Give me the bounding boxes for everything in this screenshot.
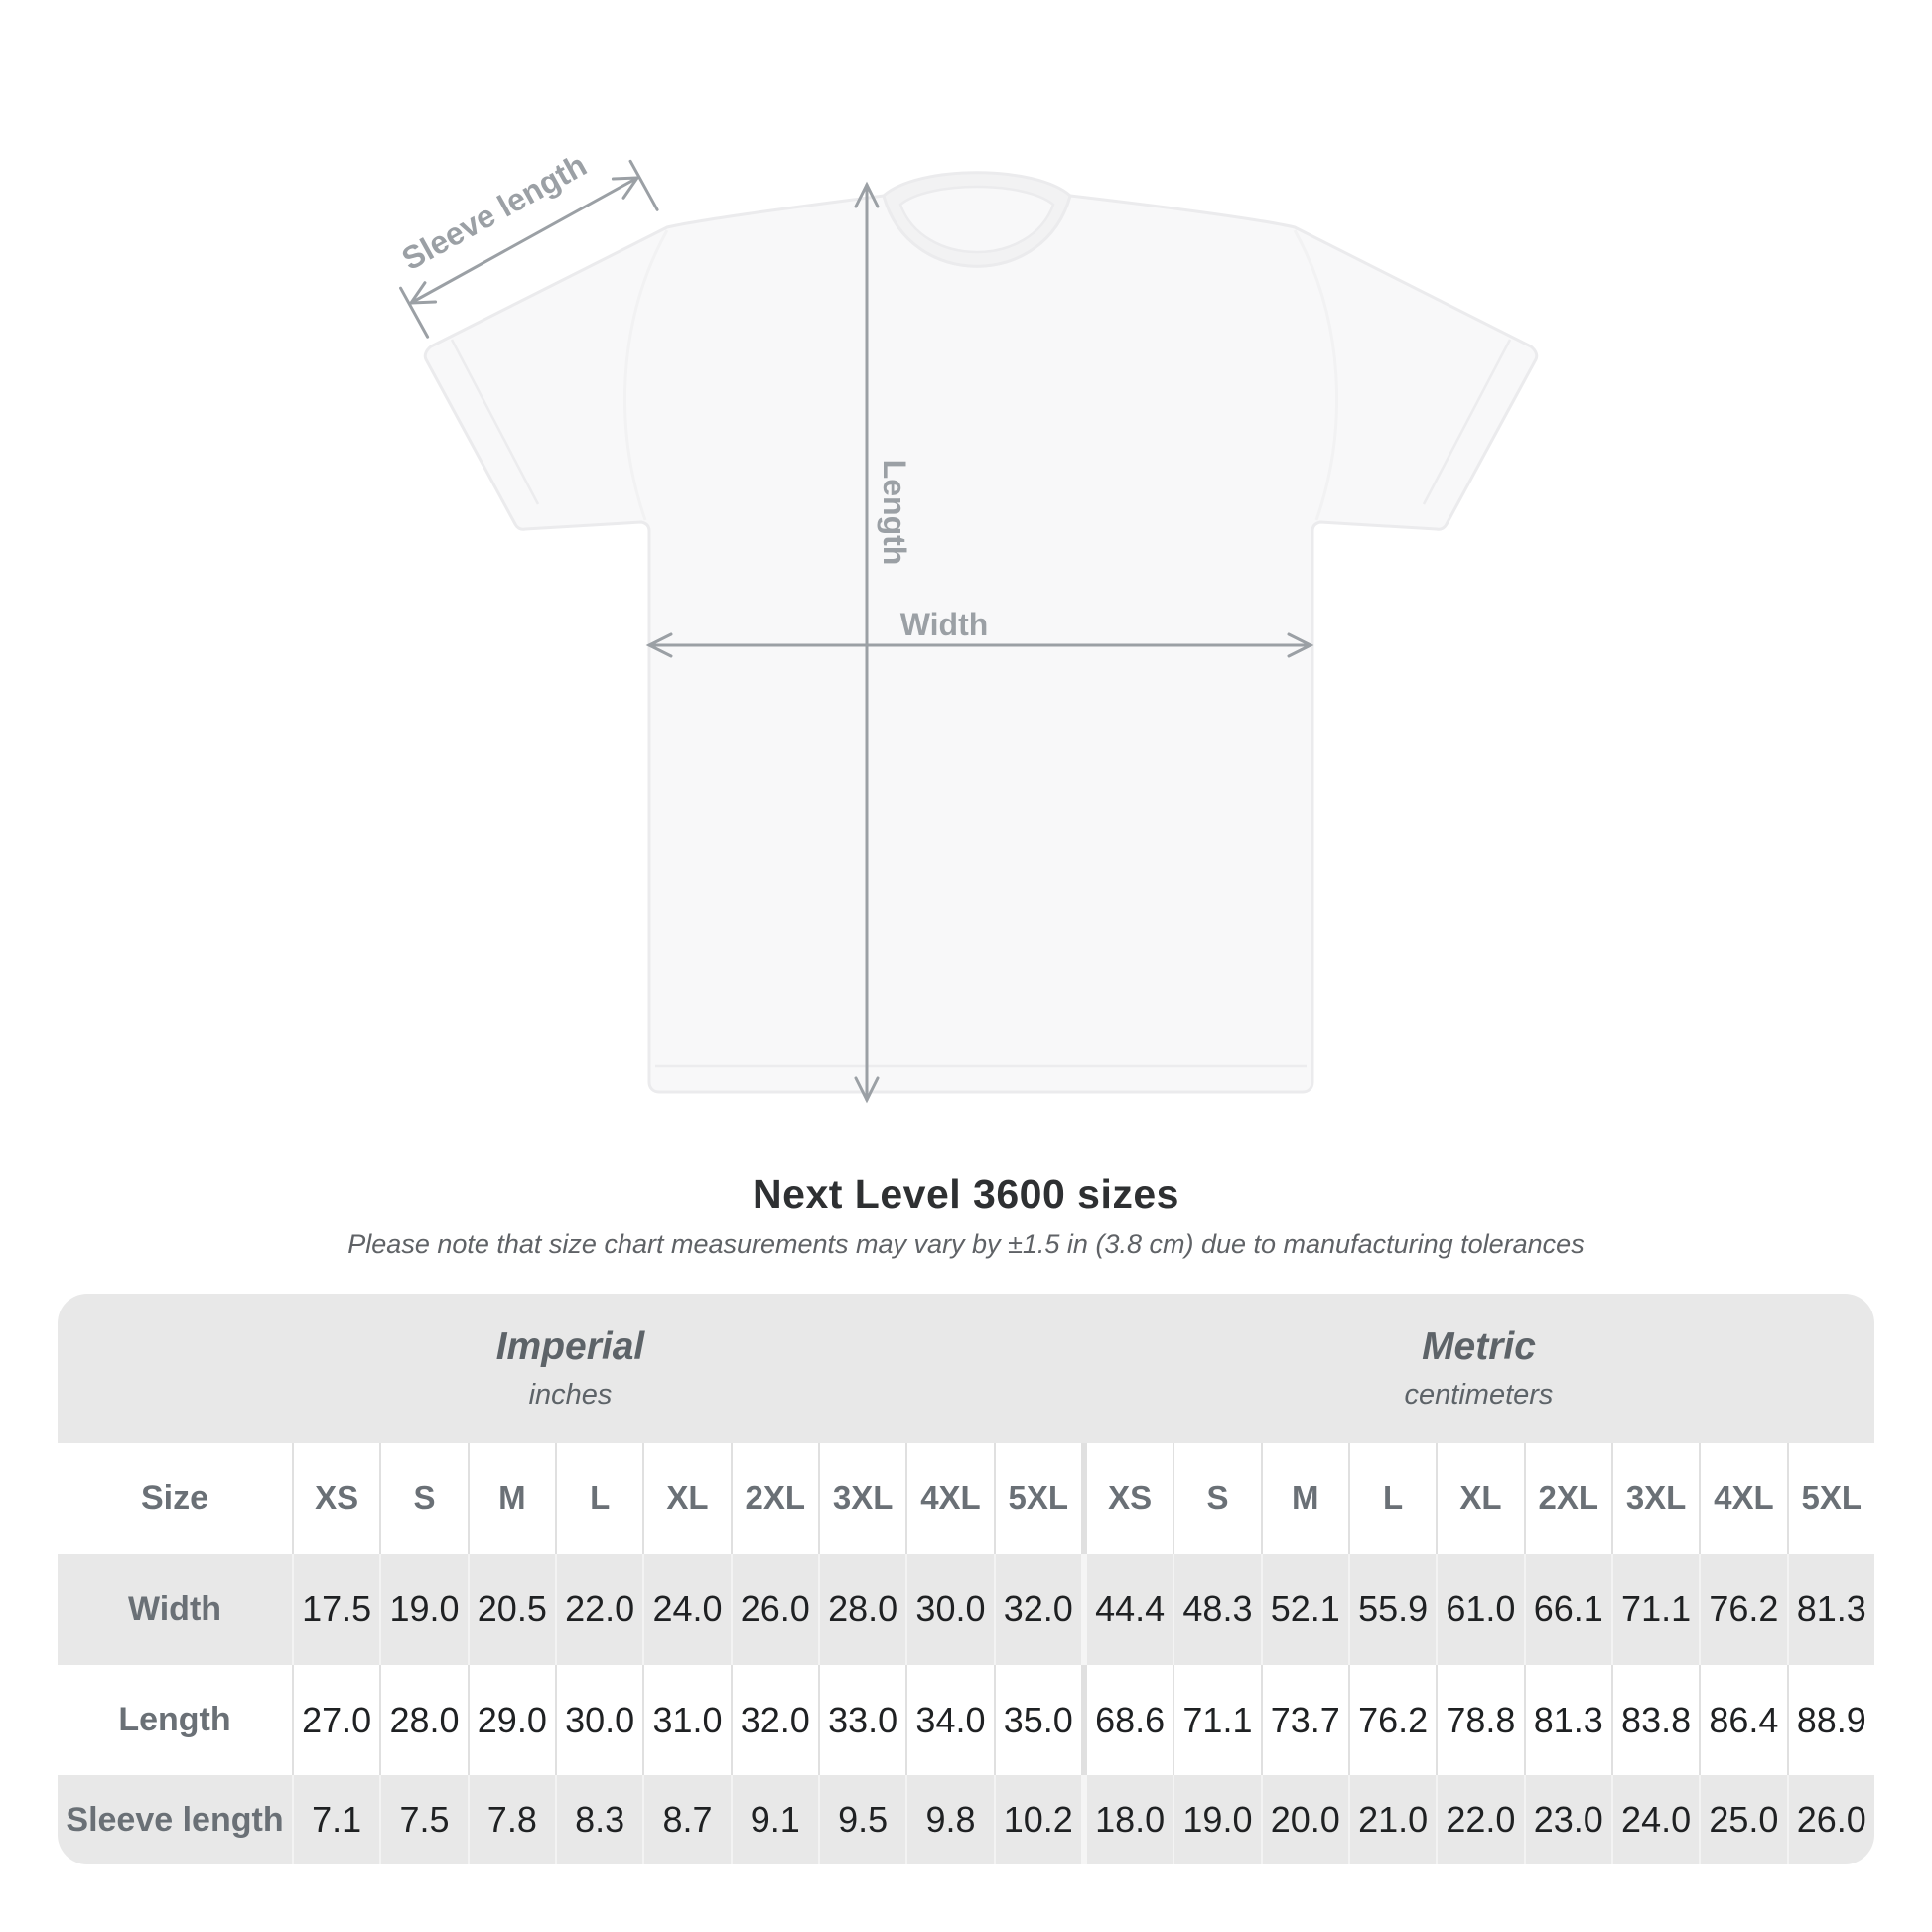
size-header-metric-3xl: 3XL: [1611, 1443, 1699, 1554]
size-header-imperial-xl: XL: [642, 1443, 730, 1554]
sleeve-metric-xl: 22.0: [1436, 1775, 1523, 1864]
length-metric-2xl: 81.3: [1524, 1665, 1611, 1775]
width-row: [58, 1554, 1874, 1665]
sleeve-imperial-5xl: 10.2: [994, 1775, 1081, 1864]
sleeve-imperial-s: 7.5: [379, 1775, 467, 1864]
length-imperial-m: 29.0: [468, 1665, 555, 1775]
size-header-metric-s: S: [1173, 1443, 1260, 1554]
length-imperial-xs: 27.0: [292, 1665, 379, 1775]
sleeve-imperial-xl: 8.7: [642, 1775, 730, 1864]
length-row-label: Length: [118, 1701, 231, 1738]
width-metric-l: 55.9: [1348, 1554, 1436, 1665]
length-metric-5xl: 88.9: [1787, 1665, 1874, 1775]
size-header-row: [58, 1443, 1874, 1554]
sleeve-metric-3xl: 24.0: [1611, 1775, 1699, 1864]
width-imperial-5xl: 32.0: [994, 1554, 1081, 1665]
width-metric-s: 48.3: [1173, 1554, 1260, 1665]
imperial-unit: inches: [528, 1378, 613, 1411]
size-header-imperial-m: M: [468, 1443, 555, 1554]
sleeve-length-label: Sleeve length: [395, 146, 593, 278]
width-metric-2xl: 66.1: [1524, 1554, 1611, 1665]
size-header-imperial-xs: XS: [292, 1443, 379, 1554]
size-header-metric-xl: XL: [1436, 1443, 1523, 1554]
length-row: [58, 1665, 1874, 1775]
size-header-imperial-4xl: 4XL: [905, 1443, 993, 1554]
size-header-imperial-3xl: 3XL: [818, 1443, 905, 1554]
metric-header: [1083, 1294, 1874, 1443]
size-header-imperial-2xl: 2XL: [731, 1443, 818, 1554]
width-label: Width: [899, 607, 989, 642]
length-metric-l: 76.2: [1348, 1665, 1436, 1775]
size-header-metric-m: M: [1261, 1443, 1348, 1554]
length-metric-s: 71.1: [1173, 1665, 1260, 1775]
page-title: Next Level 3600 sizes: [753, 1172, 1179, 1217]
sleeve-metric-xs: 18.0: [1081, 1775, 1173, 1864]
width-metric-5xl: 81.3: [1787, 1554, 1874, 1665]
size-header-metric-4xl: 4XL: [1699, 1443, 1786, 1554]
sleeve-metric-l: 21.0: [1348, 1775, 1436, 1864]
width-imperial-m: 20.5: [468, 1554, 555, 1665]
width-imperial-s: 19.0: [379, 1554, 467, 1665]
length-imperial-2xl: 32.0: [731, 1665, 818, 1775]
metric-title: Metric: [1422, 1324, 1536, 1368]
length-imperial-l: 30.0: [555, 1665, 642, 1775]
sleeve-imperial-3xl: 9.5: [818, 1775, 905, 1864]
sleeve-metric-4xl: 25.0: [1699, 1775, 1786, 1864]
length-metric-xs: 68.6: [1081, 1665, 1173, 1775]
width-imperial-xl: 24.0: [642, 1554, 730, 1665]
sleeve-length-row: [58, 1775, 1874, 1864]
length-label: Length: [877, 459, 912, 566]
metric-unit: centimeters: [1404, 1378, 1554, 1411]
length-imperial-s: 28.0: [379, 1665, 467, 1775]
width-imperial-xs: 17.5: [292, 1554, 379, 1665]
sleeve-metric-s: 19.0: [1173, 1775, 1260, 1864]
sleeve-imperial-2xl: 9.1: [731, 1775, 818, 1864]
width-row-label: Width: [127, 1589, 222, 1628]
imperial-header: [58, 1294, 1083, 1443]
length-metric-4xl: 86.4: [1699, 1665, 1786, 1775]
width-imperial-2xl: 26.0: [731, 1554, 818, 1665]
size-header-imperial-5xl: 5XL: [994, 1443, 1081, 1554]
tolerance-note: Please note that size chart measurements may vary by ±1.5 in (3.8 cm) due to manufacturing tolerances: [347, 1229, 1585, 1259]
length-imperial-3xl: 33.0: [818, 1665, 905, 1775]
size-header-metric-l: L: [1348, 1443, 1436, 1554]
size-row-label: Size: [140, 1478, 209, 1517]
width-imperial-4xl: 30.0: [905, 1554, 993, 1665]
sleeve-imperial-4xl: 9.8: [905, 1775, 993, 1864]
width-metric-3xl: 71.1: [1611, 1554, 1699, 1665]
unit-header-row: [58, 1294, 1874, 1443]
sleeve-metric-m: 20.0: [1261, 1775, 1348, 1864]
imperial-title: Imperial: [495, 1324, 645, 1368]
size-table: [58, 1294, 1874, 1864]
width-metric-xs: 44.4: [1081, 1554, 1173, 1665]
width-metric-xl: 61.0: [1436, 1554, 1523, 1665]
length-imperial-xl: 31.0: [642, 1665, 730, 1775]
length-metric-m: 73.7: [1261, 1665, 1348, 1775]
size-header-metric-5xl: 5XL: [1787, 1443, 1874, 1554]
sleeve-imperial-m: 7.8: [468, 1775, 555, 1864]
width-imperial-3xl: 28.0: [818, 1554, 905, 1665]
sleeve-metric-5xl: 26.0: [1787, 1775, 1874, 1864]
size-header-metric-xs: XS: [1081, 1443, 1173, 1554]
sleeve-imperial-l: 8.3: [555, 1775, 642, 1864]
length-metric-3xl: 83.8: [1611, 1665, 1699, 1775]
sleeve-metric-2xl: 23.0: [1524, 1775, 1611, 1864]
sleeve-imperial-xs: 7.1: [292, 1775, 379, 1864]
length-imperial-4xl: 34.0: [905, 1665, 993, 1775]
tshirt-diagram: [278, 79, 1668, 1152]
sleeve-length-row-label: Sleeve length: [66, 1800, 284, 1839]
size-header-metric-2xl: 2XL: [1524, 1443, 1611, 1554]
width-metric-4xl: 76.2: [1699, 1554, 1786, 1665]
length-imperial-5xl: 35.0: [994, 1665, 1081, 1775]
size-header-imperial-l: L: [555, 1443, 642, 1554]
width-metric-m: 52.1: [1261, 1554, 1348, 1665]
size-header-imperial-s: S: [379, 1443, 467, 1554]
width-imperial-l: 22.0: [555, 1554, 642, 1665]
length-metric-xl: 78.8: [1436, 1665, 1523, 1775]
